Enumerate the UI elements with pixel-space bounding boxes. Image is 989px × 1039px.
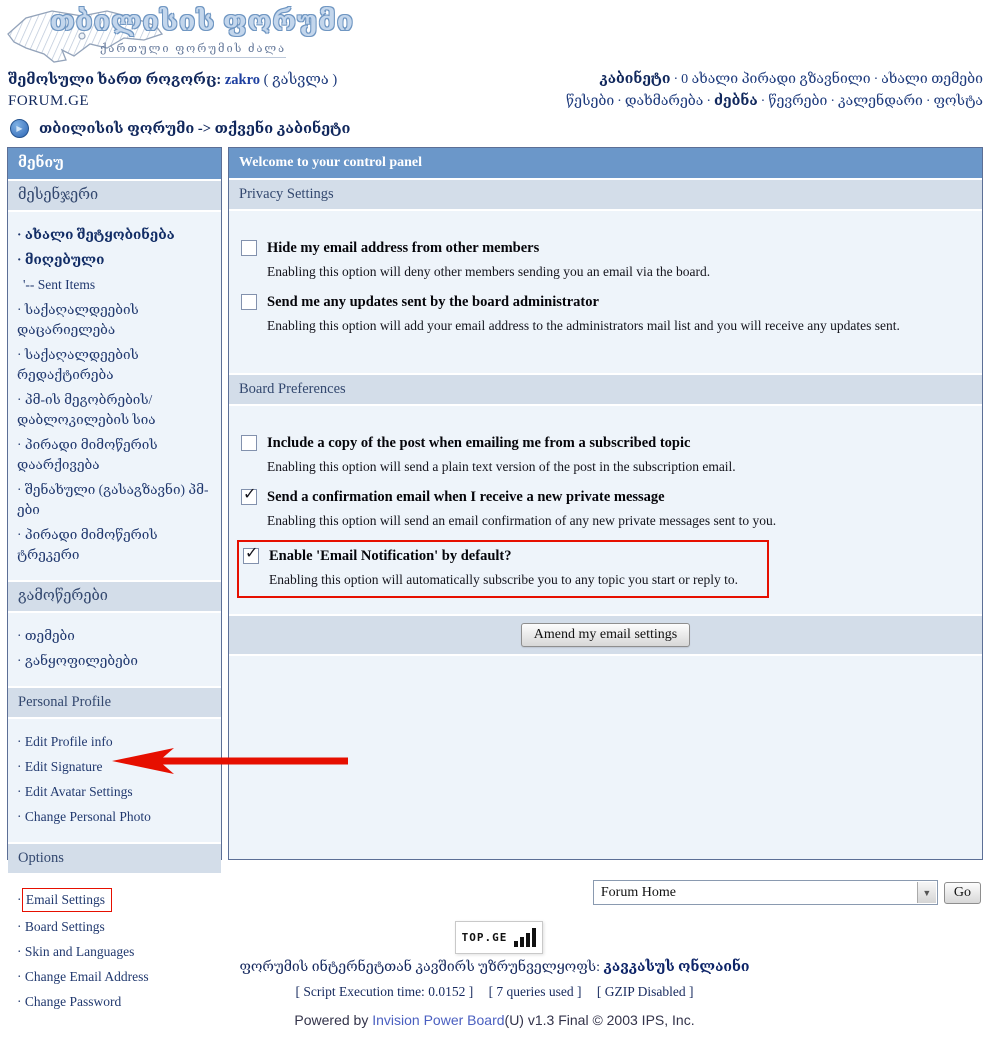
forum-jump-value: Forum Home (600, 884, 676, 900)
link-help[interactable]: დახმარება (624, 94, 704, 109)
privacy-options (229, 211, 982, 373)
logout-link[interactable]: ( გასვლა ) (263, 72, 338, 88)
topge-label: TOP.GE (461, 931, 508, 944)
sidebar-item-change-photo[interactable]: · Change Personal Photo (17, 807, 215, 827)
header-links-row1 (599, 71, 983, 88)
script-stats (0, 984, 989, 1000)
separator: · (830, 94, 836, 109)
go-button[interactable]: Go (944, 882, 981, 904)
sidebar-item-edit-folders[interactable]: · საქაღალდეების რედაქტირება (17, 345, 215, 385)
sidebar-item-saved-pm[interactable]: · შენახული (გასაგზავნი) პმ-ები (17, 480, 215, 520)
provider-text: ფორუმის ინტერნეტთან კავშირს უზრუნველყოფს: (239, 960, 604, 975)
sidebar-section-messenger: მესენჯერი (8, 179, 221, 212)
option-pm-confirmation (241, 486, 970, 531)
sidebar-item-change-password[interactable]: · Change Password (17, 992, 215, 1012)
sidebar-item-empty-folders[interactable]: · საქაღალდეების დაცარიელება (17, 300, 215, 340)
option-label: Hide my email address from other members (267, 240, 540, 256)
sidebar-item-new-message[interactable]: · ახალი შეტყობინება (17, 225, 215, 245)
option-admin-updates (241, 291, 970, 336)
link-search[interactable]: ძებნა (714, 94, 758, 109)
separator: · (617, 94, 622, 109)
site-name: FORUM.GE (8, 93, 90, 109)
sidebar-item-skin-languages[interactable]: · Skin and Languages (17, 942, 215, 962)
powered-by-line (0, 1012, 989, 1028)
breadcrumb (10, 119, 350, 138)
admin-updates-checkbox[interactable] (241, 294, 257, 310)
submit-band (229, 614, 982, 656)
forum-jump-select[interactable] (593, 880, 938, 905)
option-hide-email (241, 237, 970, 282)
logo-subtitle: ქართული ფორუმის ძალა (100, 42, 286, 58)
sidebar-item-inbox[interactable]: · მიღებული (17, 250, 215, 270)
sidebar-section-options: Options (8, 842, 221, 875)
link-new-private-messages[interactable]: 0 ახალი პირადი გზავნილი (681, 72, 871, 87)
option-label: Enable 'Email Notification' by default? (269, 548, 512, 564)
panel-title: Welcome to your control panel (229, 148, 982, 178)
link-rules[interactable]: წესები (565, 94, 615, 109)
option-description: Enabling this option will automatically subscribe you to any topic you start or reply to. (269, 572, 739, 587)
sidebar-item-forums[interactable]: · განყოფილებები (17, 651, 215, 671)
stat-queries: [ 7 queries used ] (488, 984, 582, 999)
option-description: Enabling this option will deny other members sending you an email via the board. (267, 264, 711, 279)
login-prefix: შემოსული ხართ როგორც: (8, 72, 225, 88)
option-description: Enabling this option will send an email confirmation of any new private messages sent to you. (267, 513, 777, 528)
sidebar-item-change-email[interactable]: · Change Email Address (17, 967, 215, 987)
separator: · (706, 94, 712, 109)
include-post-copy-checkbox[interactable] (241, 435, 257, 451)
site-logo (4, 2, 355, 68)
powered-suffix: (U) v1.3 Final © 2003 IPS, Inc. (504, 1012, 695, 1028)
username-link[interactable]: zakro (224, 72, 261, 88)
powered-prefix: Powered by (294, 1012, 373, 1028)
provider-link[interactable]: კავკასუს ონლაინი (603, 960, 750, 975)
section-board-preferences: Board Preferences (229, 373, 982, 406)
topge-badge[interactable] (455, 921, 543, 954)
option-description: Enabling this option will add your email address to the administrators mail list and you will receive any updates sent. (267, 318, 900, 333)
sidebar-item-edit-signature[interactable]: · Edit Signature (17, 757, 215, 777)
stat-gzip: [ GZIP Disabled ] (596, 984, 694, 999)
breadcrumb-path[interactable]: თბილისის ფორუმი -> თქვენი კაბინეტი (39, 120, 351, 137)
separator: · (873, 72, 879, 87)
sidebar-item-topics[interactable]: · თემები (17, 626, 215, 646)
email-notification-highlight-box (237, 540, 769, 598)
sidebar-item-board-settings[interactable]: · Board Settings (17, 917, 215, 937)
pm-confirmation-checkbox[interactable] (241, 486, 257, 505)
powered-link[interactable]: Invision Power Board (372, 1012, 505, 1028)
sidebar-item-edit-profile[interactable]: · Edit Profile info (17, 732, 215, 752)
login-status (8, 71, 337, 89)
email-settings-highlight-box: Email Settings (22, 888, 112, 912)
option-email-notification (243, 545, 763, 590)
sidebar-item-archive-pm[interactable]: · პირადი მიმოწერის დაარქივება (17, 435, 215, 475)
sidebar-item-edit-avatar[interactable]: · Edit Avatar Settings (17, 782, 215, 802)
checkmark-icon: ✓ (245, 545, 259, 562)
email-notification-checkbox[interactable] (243, 545, 259, 564)
sidebar-section-subscriptions: გამოწერები (8, 580, 221, 613)
forum-jump (593, 880, 981, 905)
bar-chart-icon (514, 928, 536, 947)
provider-line (0, 959, 989, 976)
hide-email-checkbox[interactable] (241, 240, 257, 256)
checkmark-icon: ✓ (243, 486, 257, 503)
red-pointer-arrow (112, 748, 348, 774)
sidebar-item-email-settings[interactable] (17, 888, 215, 912)
link-new-topics[interactable]: ახალი თემები (881, 72, 983, 87)
sidebar-title: მენიუ (8, 148, 221, 179)
sidebar-profile-items (8, 719, 221, 842)
link-cabinet[interactable]: კაბინეტი (599, 72, 671, 87)
sidebar-item-sent-items[interactable]: '-- Sent Items (23, 277, 96, 292)
link-mail[interactable]: ფოსტა (933, 94, 983, 109)
option-label: Send a confirmation email when I receive a new private message (267, 489, 665, 505)
sidebar-section-personal-profile: Personal Profile (8, 686, 221, 719)
link-members[interactable]: წევრები (768, 94, 828, 109)
sidebar-item-pm-friends-block-list[interactable]: · პმ-ის მეგობრების/ დაბლოკილების სია (17, 390, 215, 430)
separator: · (760, 94, 766, 109)
breadcrumb-arrow-icon: ▶ (10, 119, 29, 138)
link-calendar[interactable]: კალენდარი (838, 94, 923, 109)
board-options (229, 406, 982, 614)
option-description: Enabling this option will send a plain text version of the post in the subscription email. (267, 459, 736, 474)
section-privacy-settings: Privacy Settings (229, 178, 982, 211)
option-label: Include a copy of the post when emailing me from a subscribed topic (267, 435, 691, 451)
stat-script-time: [ Script Execution time: 0.0152 ] (295, 984, 474, 999)
header-links-row2 (566, 93, 983, 110)
separator: · (925, 94, 931, 109)
option-label: Send me any updates sent by the board administrator (267, 294, 599, 310)
sidebar-subscription-items (8, 613, 221, 686)
sidebar-messenger-items (8, 212, 221, 580)
chevron-down-icon[interactable]: ▼ (917, 882, 936, 903)
amend-email-settings-button[interactable]: Amend my email settings (521, 623, 690, 647)
option-include-post-copy (241, 432, 970, 477)
sidebar-item-pm-tracker[interactable]: · პირადი მიმოწერის ტრეკერი (17, 525, 215, 565)
separator: · (673, 72, 679, 87)
logo-title: თბილისის ფორუმი (50, 6, 355, 36)
sidebar-options-items (8, 875, 221, 1027)
